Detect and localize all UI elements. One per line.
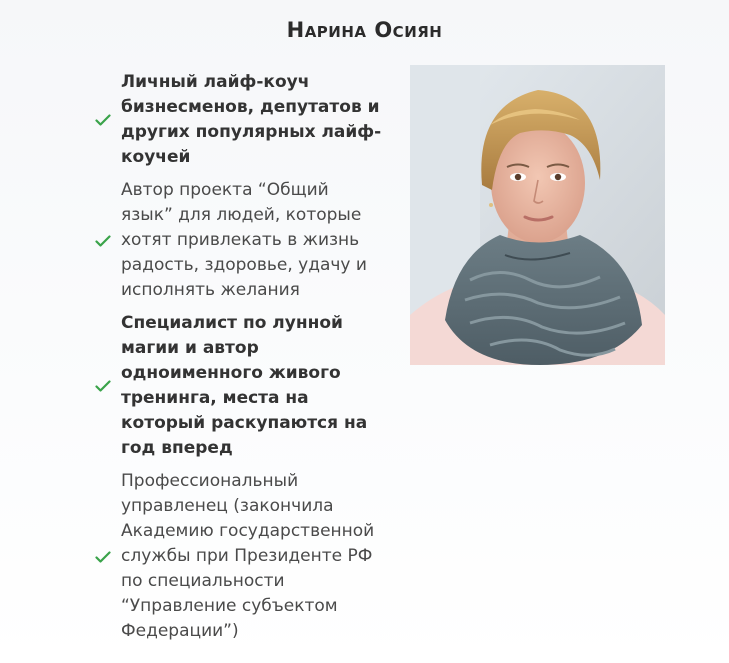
list-item — [95, 311, 385, 461]
bio-item-text: Специалист по лунной магии и автор одноименного живого тренинга, места на который раскупаются на год вперед — [121, 313, 368, 458]
checkmark-icon — [95, 551, 121, 563]
bio-item-text: Автор проекта “Общий язык” для людей, которые хотят привлекать в жизнь радость, здоровье, удачу и исполнять желания — [121, 180, 367, 300]
checkmark-icon — [95, 114, 121, 126]
list-item — [95, 70, 385, 170]
bio-item-text: Профессиональный управленец (закончила Академию государственной службы при Президенте РФ по специальности “Управление субъектом Федерации”) — [121, 471, 375, 641]
portrait-photo — [410, 65, 665, 365]
bio-list — [95, 70, 385, 652]
page-title: Нарина Осиян — [286, 18, 443, 42]
list-item — [95, 469, 385, 644]
list-item — [95, 178, 385, 303]
bio-item-text: Личный лайф-коуч бизнесменов, депутатов и других популярных лайф-коучей — [121, 72, 382, 167]
checkmark-icon — [95, 235, 121, 247]
checkmark-icon — [95, 380, 121, 392]
